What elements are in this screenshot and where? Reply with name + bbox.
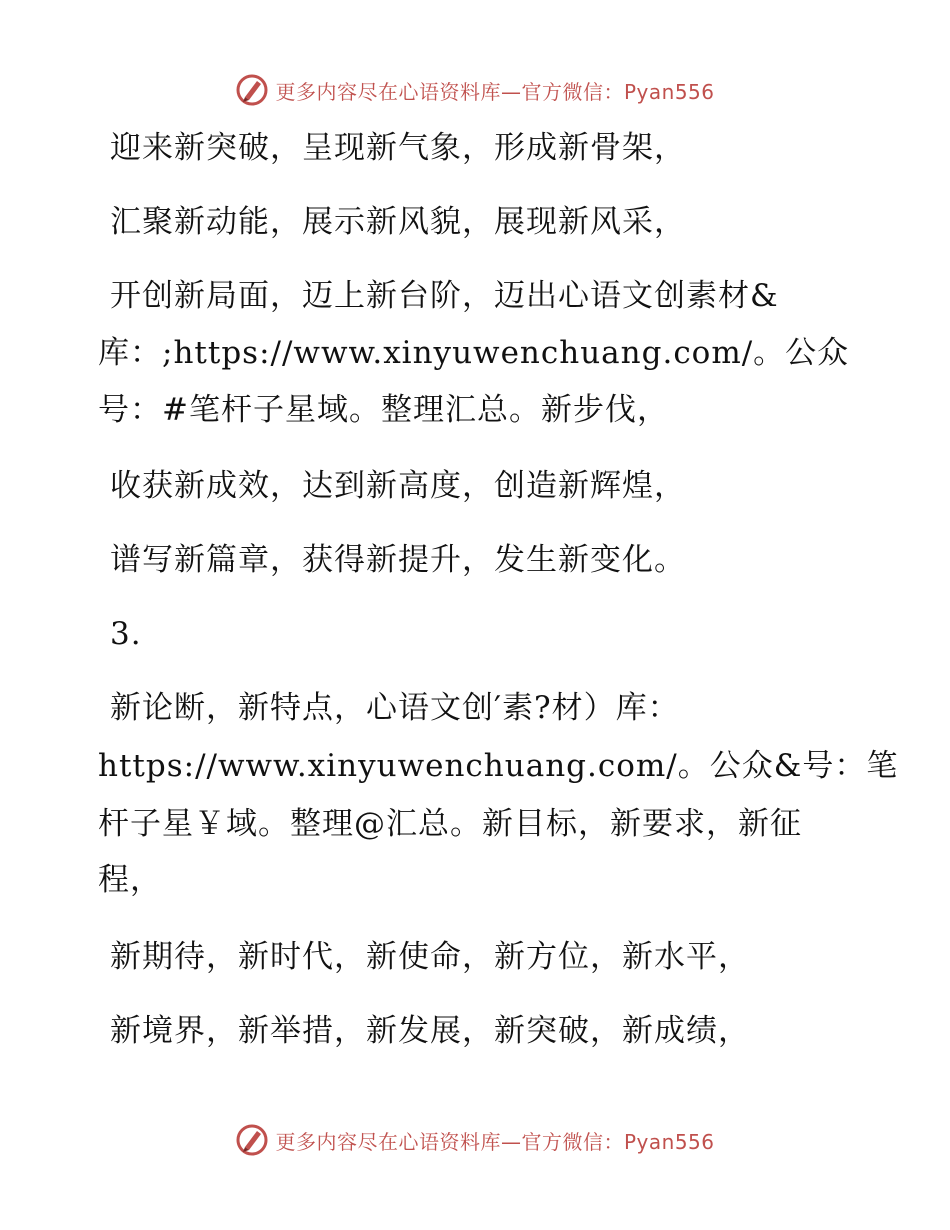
pen-logo-icon [235,1123,269,1157]
banner-text: 更多内容尽在心语资料库—官方微信： [275,79,624,104]
footer-watermark [0,1120,950,1160]
text-line: 汇聚新动能，展示新风貌，展现新风采， [110,204,686,240]
text-line: 杆子星￥域。整理@汇总。新目标，新要求，新征 [98,806,802,842]
text-line: 迎来新突破，呈现新气象，形成新骨架， [110,130,686,166]
text-line: 号：#笔杆子星域。整理汇总。新步伐， [98,392,669,428]
text-line: https://www.xinyuwenchuang.com/。公众&号：笔 [98,748,899,784]
text-line: 新境界，新举措，新发展，新突破，新成绩， [110,1013,750,1049]
text-line: 新论断，新特点，心语文创′素?材）库： [110,690,680,726]
text-line: 程， [98,862,162,898]
text-line: 谱写新篇章，获得新提升，发生新变化。 [110,542,686,578]
banner-text: 更多内容尽在心语资料库—官方微信： [275,1129,624,1154]
text-line: 开创新局面，迈上新台阶，迈出心语文创素材& [110,278,779,314]
pen-logo-icon [235,73,269,107]
banner-wechat-id: Pyan556 [623,1129,715,1154]
header-watermark [0,70,950,110]
text-line: 收获新成效，达到新高度，创造新辉煌， [110,468,686,504]
banner-wechat-id: Pyan556 [623,79,715,104]
list-number: 3. [110,616,142,652]
text-line: 库：;https://www.xinyuwenchuang.com/。公众 [98,335,850,371]
text-line: 新期待，新时代，新使命，新方位，新水平， [110,939,750,975]
